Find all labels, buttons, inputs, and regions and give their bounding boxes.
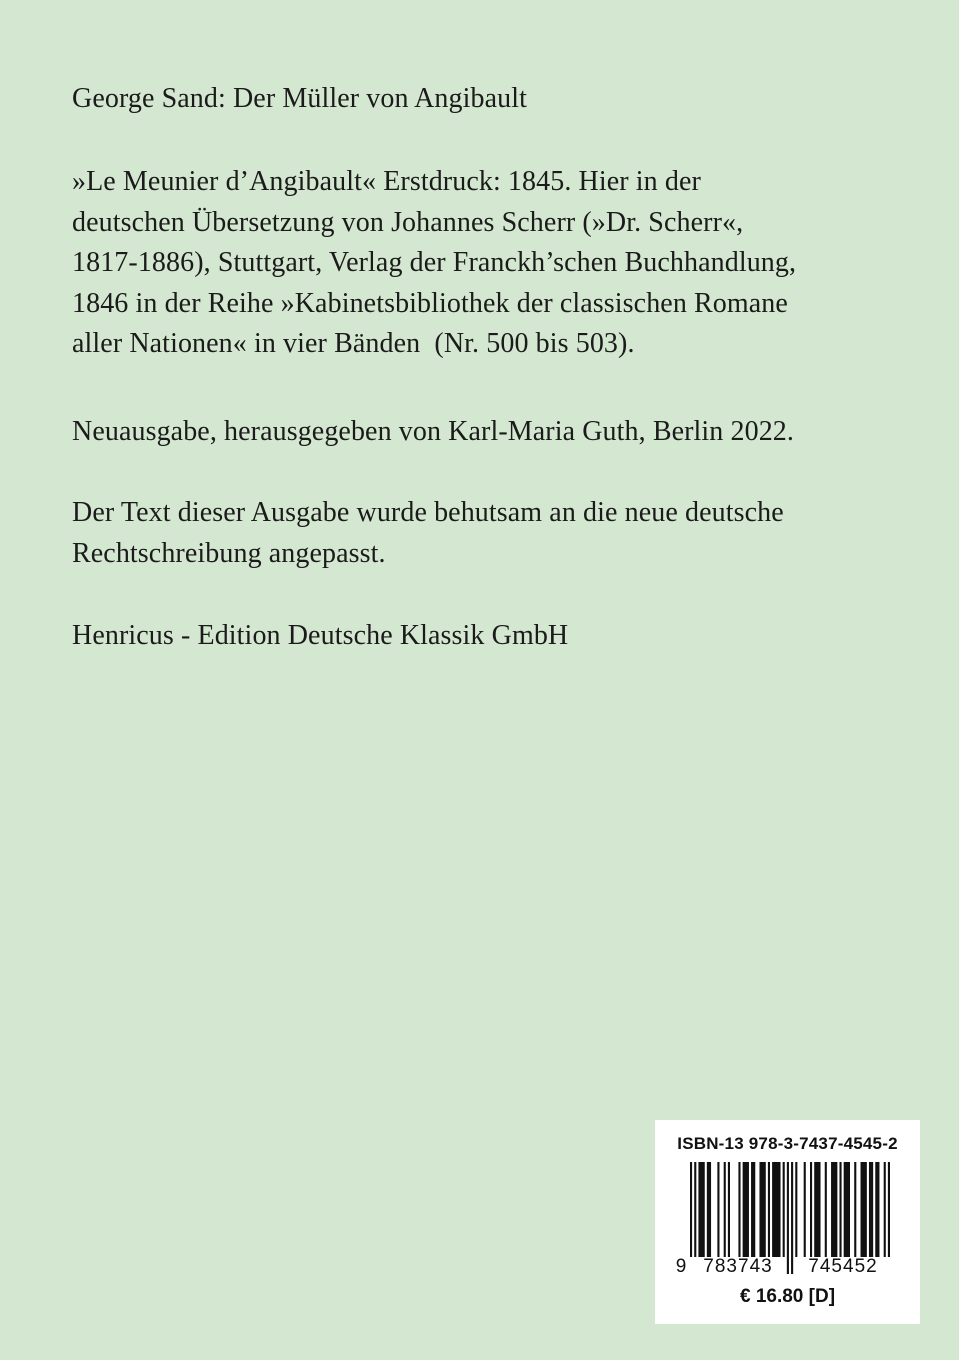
barcode-left-digits: 783743 xyxy=(703,1256,773,1274)
isbn-barcode-label xyxy=(655,1120,920,1324)
book-title-line: George Sand: Der Müller von Angibault xyxy=(72,83,527,114)
isbn-number: ISBN-13 978-3-7437-4545-2 xyxy=(677,1134,898,1153)
edition-info-line: aller Nationen« in vier Bänden (Nr. 500 bis 503). xyxy=(72,328,635,359)
spelling-note-line: Rechtschreibung angepasst. xyxy=(72,537,386,569)
spelling-note xyxy=(72,493,902,574)
publisher-name: Henricus - Edition Deutsche Klassik GmbH xyxy=(72,620,569,651)
edition-info xyxy=(72,162,902,365)
edition-info-line: 1846 in der Reihe »Kabinetsbibliothek der classischen Romane xyxy=(72,287,788,319)
barcode-bar xyxy=(787,1162,789,1274)
spelling-note-line: Der Text dieser Ausgabe wurde behutsam an die neue deutsche xyxy=(72,497,784,528)
price-label: € 16.80 [D] xyxy=(739,1286,836,1307)
edition-info-line: deutschen Übersetzung von Johannes Scherr (»Dr. Scherr«, xyxy=(72,206,744,238)
barcode-bar xyxy=(791,1162,793,1274)
barcode-icon xyxy=(673,1162,901,1274)
edition-info-line: 1817-1886), Stuttgart, Verlag der Franckh’schen Buchhandlung, xyxy=(72,247,797,278)
editor-note: Neuausgabe, herausgegeben von Karl-Maria Guth, Berlin 2022. xyxy=(72,416,795,447)
edition-info-line: »Le Meunier d’Angibault« Erstdruck: 1845. Hier in der xyxy=(72,166,701,197)
barcode-first-digit: 9 xyxy=(675,1256,687,1274)
barcode-right-digits: 745452 xyxy=(808,1256,878,1274)
